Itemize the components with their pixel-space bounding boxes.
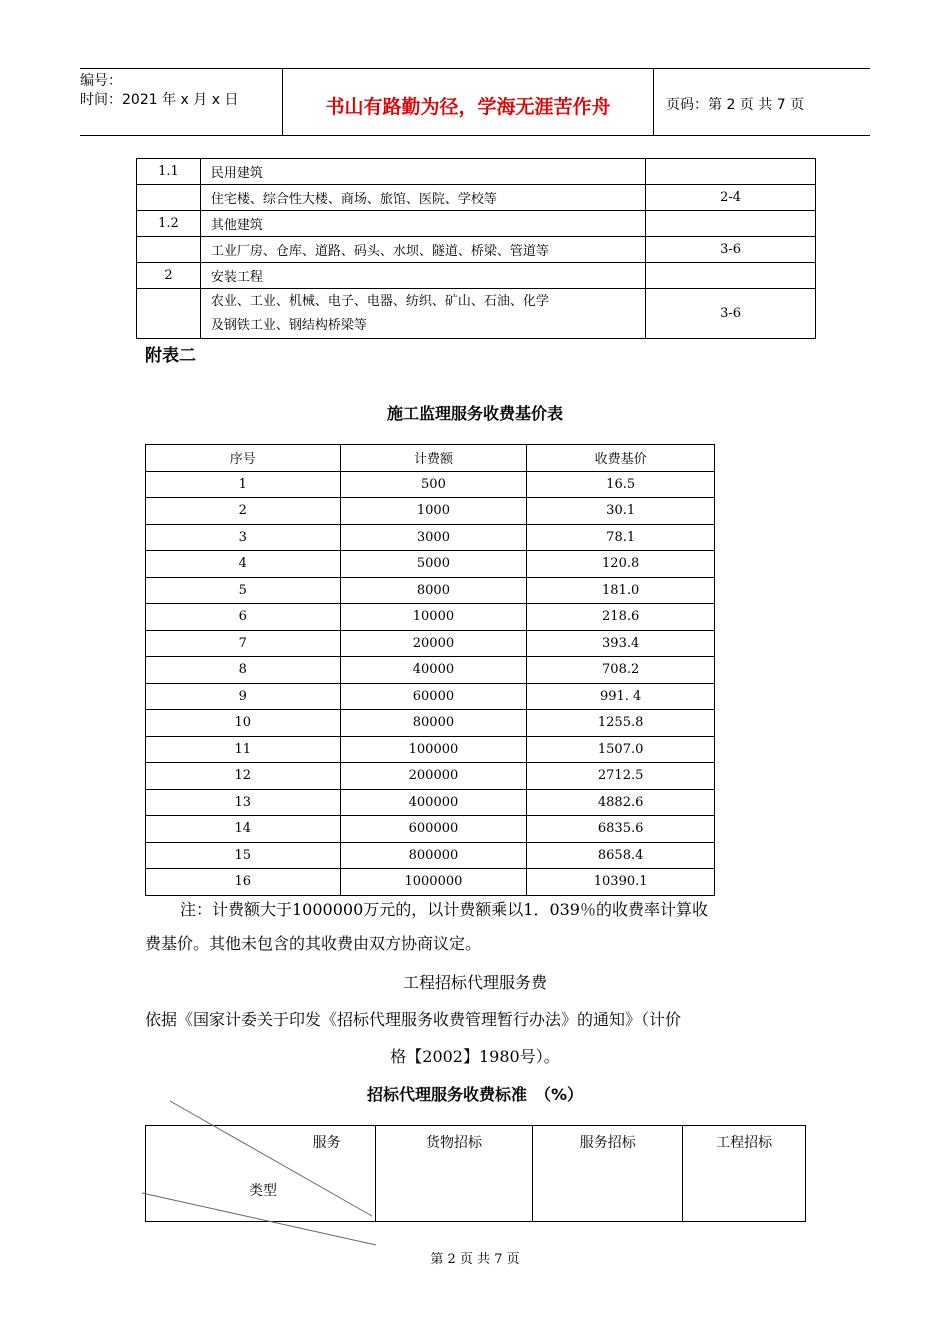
row-fee-amount: 20000 [340, 630, 527, 657]
header-cell: 工程招标 [683, 1126, 806, 1222]
row-number: 1.2 [137, 211, 201, 237]
table-row [146, 763, 715, 790]
table-row [146, 736, 715, 763]
row-base-price: 8658.4 [527, 842, 715, 869]
header-meta [80, 69, 282, 135]
table-row [137, 237, 816, 263]
row-fee-amount: 10000 [340, 604, 527, 631]
agency-heading: 工程招标代理服务费 [402, 973, 547, 992]
header-cell: 货物招标 [375, 1126, 533, 1222]
header-time: 时间：2021 年 x 月 x 日 [80, 92, 239, 108]
row-base-price: 181.0 [527, 577, 715, 604]
table-row [146, 471, 715, 498]
table-row [137, 185, 816, 211]
row-base-price: 991. 4 [527, 683, 715, 710]
row-base-price: 1255.8 [527, 710, 715, 737]
table-row [146, 551, 715, 578]
table-row [146, 710, 715, 737]
row-index: 2 [146, 498, 341, 525]
fee-table-body [146, 445, 715, 896]
row-base-price: 1507.0 [527, 736, 715, 763]
table-row [146, 604, 715, 631]
row-index: 15 [146, 842, 341, 869]
row-index: 12 [146, 763, 341, 790]
agency-table-title: 招标代理服务收费标准 （%） [366, 1085, 584, 1104]
diagonal-label-service: 服务 [312, 1135, 341, 1151]
table-row [146, 577, 715, 604]
row-base-price: 218.6 [527, 604, 715, 631]
row-fee-amount: 800000 [340, 842, 527, 869]
row-index: 6 [146, 604, 341, 631]
row-index: 3 [146, 524, 341, 551]
row-number [137, 185, 201, 211]
row-index: 5 [146, 577, 341, 604]
table-row [146, 498, 715, 525]
basis-line: 格【2002】1980号）。 [390, 1047, 560, 1066]
row-fee-amount: 200000 [340, 763, 527, 790]
row-value: 3-6 [646, 289, 816, 339]
table-row [146, 789, 715, 816]
row-description: 其他建筑 [200, 211, 645, 237]
row-base-price: 120.8 [527, 551, 715, 578]
diagonal-line [142, 1193, 376, 1245]
page-footer: 第 2 页 共 7 页 [430, 1252, 520, 1267]
row-value: 2-4 [646, 185, 816, 211]
appendix-title: 附表二 [145, 346, 196, 366]
row-number [137, 289, 201, 339]
table-header-row [146, 445, 715, 472]
table-row [137, 263, 816, 289]
row-fee-amount: 400000 [340, 789, 527, 816]
row-base-price: 708.2 [527, 657, 715, 684]
row-base-price: 78.1 [527, 524, 715, 551]
row-index: 16 [146, 869, 341, 896]
page-header [80, 68, 870, 136]
row-number: 1.1 [137, 159, 201, 185]
row-fee-amount: 100000 [340, 736, 527, 763]
row-index: 9 [146, 683, 341, 710]
row-description: 安装工程 [200, 263, 645, 289]
row-fee-amount: 40000 [340, 657, 527, 684]
table-row [146, 657, 715, 684]
row-base-price: 6835.6 [527, 816, 715, 843]
header-cell: 序号 [146, 445, 341, 472]
row-description-line: 农业、工业、机械、电子、电器、纺织、矿山、石油、化学 [210, 293, 549, 309]
fee-table [145, 444, 715, 896]
row-number [137, 237, 201, 263]
header-page: 页码：第 2 页 共 7 页 [666, 97, 805, 113]
row-index: 13 [146, 789, 341, 816]
header-cell: 收费基价 [527, 445, 715, 472]
header-cell: 计费额 [340, 445, 527, 472]
row-value [646, 263, 816, 289]
note-line: 费基价。其他未包含的其收费由双方协商议定。 [145, 934, 482, 953]
header-number: 编号： [80, 73, 122, 89]
row-index: 8 [146, 657, 341, 684]
row-base-price: 30.1 [527, 498, 715, 525]
table-row [146, 683, 715, 710]
row-value [646, 159, 816, 185]
table-row [146, 869, 715, 896]
row-fee-amount: 1000 [340, 498, 527, 525]
row-fee-amount: 8000 [340, 577, 527, 604]
row-description: 工业厂房、仓库、道路、码头、水坝、隧道、桥梁、管道等 [200, 237, 645, 263]
category-table [136, 158, 816, 339]
row-index: 1 [146, 471, 341, 498]
table-row [146, 816, 715, 843]
row-base-price: 4882.6 [527, 789, 715, 816]
table-row [137, 289, 816, 339]
diagonal-lines [140, 1098, 380, 1248]
row-description-line: 及钢铁工业、钢结构桥梁等 [210, 317, 367, 333]
diagonal-line [170, 1101, 372, 1216]
header-cell: 服务招标 [533, 1126, 683, 1222]
table-row [146, 630, 715, 657]
row-index: 10 [146, 710, 341, 737]
table-row [146, 842, 715, 869]
row-index: 14 [146, 816, 341, 843]
fee-table-title: 施工监理服务收费基价表 [386, 404, 563, 423]
row-fee-amount: 1000000 [340, 869, 527, 896]
table-row [146, 524, 715, 551]
row-description [200, 289, 645, 339]
row-fee-amount: 5000 [340, 551, 527, 578]
row-fee-amount: 3000 [340, 524, 527, 551]
row-index: 11 [146, 736, 341, 763]
row-index: 4 [146, 551, 341, 578]
row-fee-amount: 600000 [340, 816, 527, 843]
table-row [137, 159, 816, 185]
row-description: 住宅楼、综合性大楼、商场、旅馆、医院、学校等 [200, 185, 645, 211]
row-value [646, 211, 816, 237]
row-fee-amount: 60000 [340, 683, 527, 710]
row-base-price: 393.4 [527, 630, 715, 657]
row-fee-amount: 80000 [340, 710, 527, 737]
table-row [137, 211, 816, 237]
note-line: 注：计费额大于1000000万元的，以计费额乘以1．039％的收费率计算收 [180, 900, 708, 919]
row-base-price: 16.5 [527, 471, 715, 498]
diagonal-label-type: 类型 [249, 1183, 277, 1199]
row-base-price: 2712.5 [527, 763, 715, 790]
row-value: 3-6 [646, 237, 816, 263]
basis-line: 依据《国家计委关于印发《招标代理服务收费管理暂行办法》的通知》（计价 [145, 1010, 682, 1029]
row-index: 7 [146, 630, 341, 657]
row-fee-amount: 500 [340, 471, 527, 498]
row-description: 民用建筑 [200, 159, 645, 185]
row-base-price: 10390.1 [527, 869, 715, 896]
header-motto: 书山有路勤为径，学海无涯苦作舟 [282, 69, 654, 135]
row-number: 2 [137, 263, 201, 289]
